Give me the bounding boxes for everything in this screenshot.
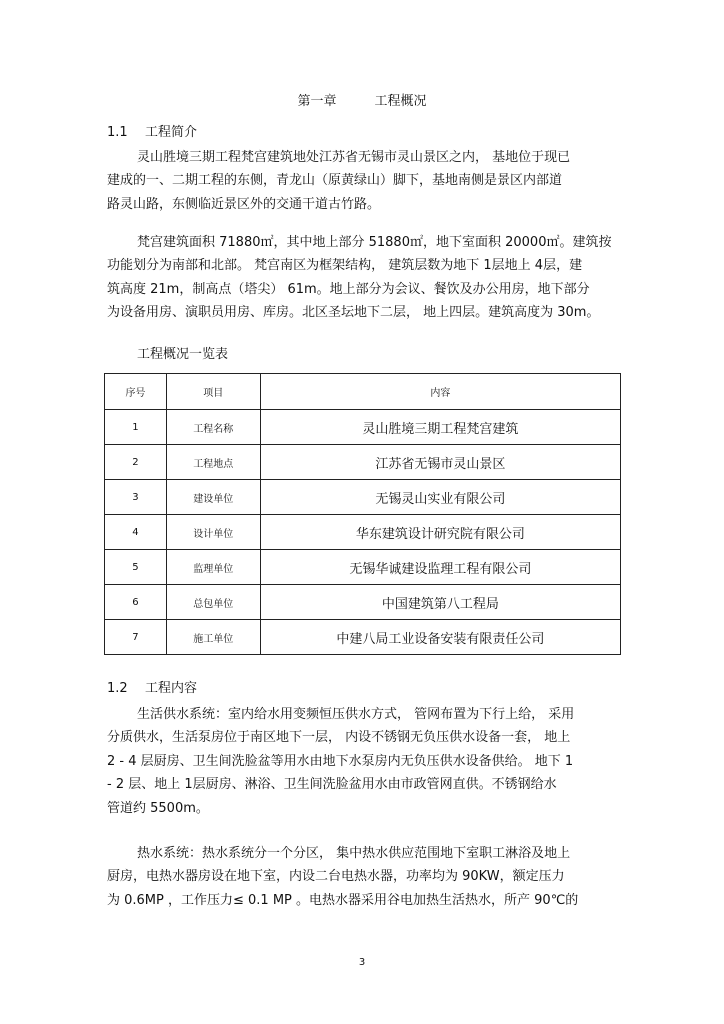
- table-row: [105, 410, 621, 445]
- row-no: 2: [105, 445, 167, 480]
- section-title: 工程内容: [145, 681, 198, 696]
- row-content: 江苏省无锡市灵山景区: [260, 445, 620, 480]
- text-line: 建成的一、二期工程的东侧，青龙山（原黄绿山）脚下，基地南侧是景区内部道: [107, 173, 563, 189]
- row-item: 建设单位: [166, 480, 260, 515]
- row-no: 6: [105, 585, 167, 620]
- overview-table: [104, 373, 621, 655]
- chapter-title: [0, 90, 724, 109]
- intro-paragraph-area: [107, 231, 617, 325]
- row-no: 4: [105, 515, 167, 550]
- section-title: 工程简介: [145, 125, 198, 140]
- table-row: [105, 515, 621, 550]
- text-line: 2 - 4 层厨房、卫生间洗脸盆等用水由地下水泵房内无负压供水设备供给。 地下 1: [107, 753, 574, 769]
- text-line: 厨房，电热水器房设在地下室，内设二台电热水器，功率均为 90KW，额定压力: [107, 869, 565, 885]
- header-item: 项目: [166, 374, 260, 410]
- row-item: 设计单位: [166, 515, 260, 550]
- table-row: [105, 620, 621, 655]
- text-line: 灵山胜境三期工程梵宫建筑地处江苏省无锡市灵山景区之内， 基地位于现已: [137, 150, 571, 165]
- text-line: 梵宫建筑面积 71880㎡，其中地上部分 51880㎡，地下室面积 20000㎡。建筑按: [137, 235, 612, 250]
- header-no: 序号: [105, 374, 167, 410]
- row-content: 无锡灵山实业有限公司: [260, 480, 620, 515]
- page-number: 3: [358, 957, 366, 968]
- row-no: 1: [105, 410, 167, 445]
- row-item: 工程地点: [166, 445, 260, 480]
- section-heading-1-1: [107, 121, 197, 140]
- text-line: 为 0.6MP ，工作压力≤ 0.1 MP 。电热水器采用谷电加热生活热水，所产 90℃的: [107, 892, 579, 908]
- text-line: 筑高度 21m，制高点（塔尖） 61m。地上部分为会议、餐饮及办公用房，地下部分: [107, 281, 590, 297]
- text-line: 为设备用房、演职员用房、库房。北区圣坛地下二层， 地上四层。建筑高度为 30m。: [107, 305, 600, 321]
- table-header-row: [105, 374, 621, 410]
- row-no: 7: [105, 620, 167, 655]
- intro-paragraph-location: [107, 146, 617, 216]
- row-no: 5: [105, 550, 167, 585]
- row-item: 监理单位: [166, 550, 260, 585]
- chapter-title-text: 工程概况: [374, 94, 427, 109]
- row-item: 施工单位: [166, 620, 260, 655]
- section-heading-1-2: [107, 677, 197, 696]
- water-supply-paragraph: [107, 703, 617, 820]
- row-item: 工程名称: [166, 410, 260, 445]
- table-row: [105, 480, 621, 515]
- text-line: 生活供水系统：室内给水用变频恒压供水方式， 管网布置为下行上给， 采用: [137, 707, 575, 722]
- text-line: 分质供水，生活泵房位于南区地下一层， 内设不锈钢无负压供水设备一套， 地上: [107, 730, 571, 746]
- hot-water-paragraph: [107, 842, 617, 912]
- table-row: [105, 445, 621, 480]
- row-content: 中国建筑第八工程局: [260, 585, 620, 620]
- section-number: 1.2: [107, 681, 128, 696]
- row-content: 中建八局工业设备安装有限责任公司: [260, 620, 620, 655]
- row-item: 总包单位: [166, 585, 260, 620]
- text-line: 管道约 5500m。: [107, 800, 209, 816]
- chapter-number: 第一章: [297, 94, 337, 109]
- header-content: 内容: [260, 374, 620, 410]
- row-content: 灵山胜境三期工程梵宫建筑: [260, 410, 620, 445]
- row-no: 3: [105, 480, 167, 515]
- text-line: 路灵山路，东侧临近景区外的交通干道古竹路。: [107, 196, 381, 212]
- table-caption: 工程概况一览表: [137, 347, 229, 362]
- text-line: 热水系统：热水系统分一个分区， 集中热水供应范围地下室职工淋浴及地上: [137, 846, 571, 861]
- table-row: [105, 550, 621, 585]
- row-content: 无锡华诚建设监理工程有限公司: [260, 550, 620, 585]
- section-number: 1.1: [107, 125, 128, 140]
- text-line: 功能划分为南部和北部。 梵宫南区为框架结构， 建筑层数为地下 1层地上 4层，建: [107, 258, 583, 274]
- table-row: [105, 585, 621, 620]
- row-content: 华东建筑设计研究院有限公司: [260, 515, 620, 550]
- text-line: - 2 层、地上 1层厨房、淋浴、卫生间洗脸盆用水由市政管网直供。不锈钢给水: [107, 777, 557, 793]
